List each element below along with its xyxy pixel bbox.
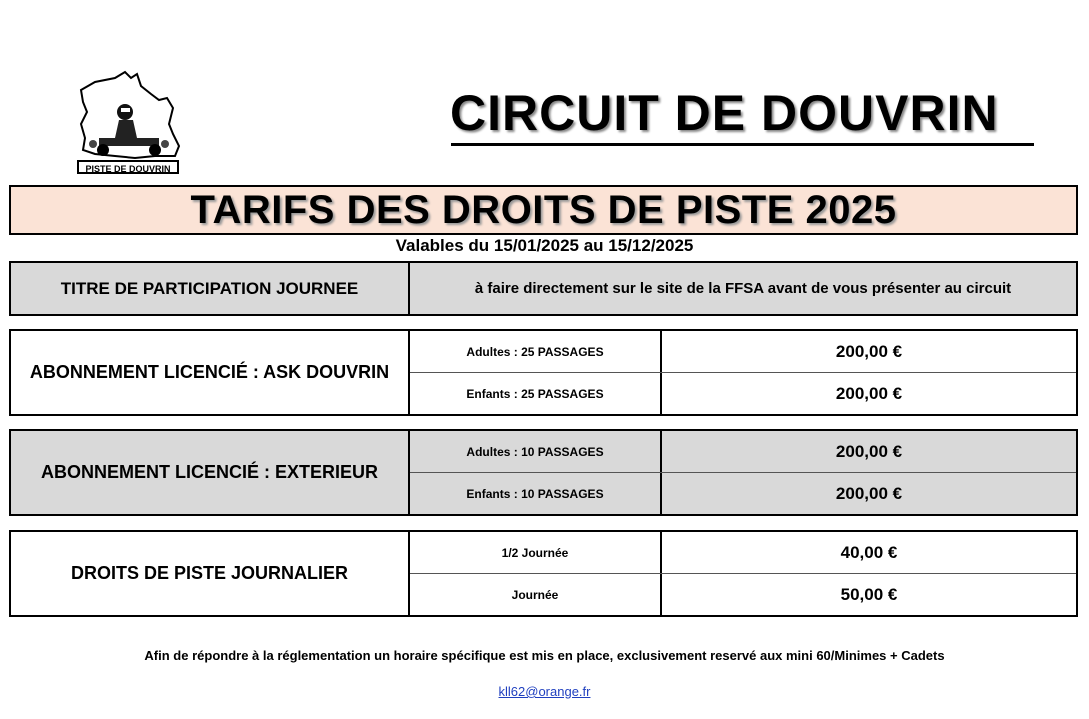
subscription-exterieur <box>9 429 1078 516</box>
price-description: Enfants : 10 PASSAGES <box>410 473 662 514</box>
price-line <box>410 532 1076 573</box>
participation-info: à faire directement sur le site de la FFSA avant de vous présenter au circuit <box>474 280 1012 297</box>
price-description: Journée <box>410 574 662 615</box>
price-value: 200,00 € <box>835 441 903 461</box>
price-value: 200,00 € <box>835 483 903 503</box>
price-value: 200,00 € <box>662 373 1076 414</box>
schedule-note: Afin de répondre à la réglementation un horaire spécifique est mis en place, exclusivement reservé aux mini 60/Minimes + Cadets <box>144 648 945 663</box>
price-line <box>410 431 1076 472</box>
page-title: CIRCUIT DE DOUVRIN <box>450 85 999 141</box>
france-kart-icon <box>75 68 183 160</box>
banner-title: TARIFS DES DROITS DE PISTE 2025 <box>190 187 897 232</box>
participation-row <box>9 261 1078 316</box>
validity-dates: Valables du 15/01/2025 au 15/12/2025 <box>395 236 694 255</box>
piste-de-douvrin-logo <box>75 68 183 176</box>
subscription-ask-douvrin <box>9 329 1078 416</box>
logo-label: PISTE DE DOUVRIN <box>77 160 179 174</box>
price-value: 40,00 € <box>662 532 1076 573</box>
price-line <box>410 472 1076 514</box>
block-label: ABONNEMENT LICENCIÉ : EXTERIEUR <box>11 431 410 514</box>
price-line <box>410 331 1076 372</box>
contact-email-link[interactable]: kll62@orange.fr <box>498 684 591 699</box>
participation-label: TITRE DE PARTICIPATION JOURNEE <box>11 263 410 314</box>
contact <box>0 684 1089 699</box>
block-label: ABONNEMENT LICENCIÉ : ASK DOUVRIN <box>11 331 410 414</box>
price-value: 200,00 € <box>662 331 1076 372</box>
tariffs-banner <box>9 185 1078 235</box>
price-line <box>410 372 1076 414</box>
price-description: Adultes : 10 PASSAGES <box>410 431 662 472</box>
daily-track-fees <box>9 530 1078 617</box>
price-value: 50,00 € <box>662 574 1076 615</box>
price-description: Adultes : 25 PASSAGES <box>410 331 662 372</box>
block-label: DROITS DE PISTE JOURNALIER <box>11 532 410 615</box>
price-line <box>410 573 1076 615</box>
price-description: Enfants : 25 PASSAGES <box>410 373 662 414</box>
price-description: 1/2 Journée <box>410 532 662 573</box>
title-underline <box>451 143 1034 146</box>
